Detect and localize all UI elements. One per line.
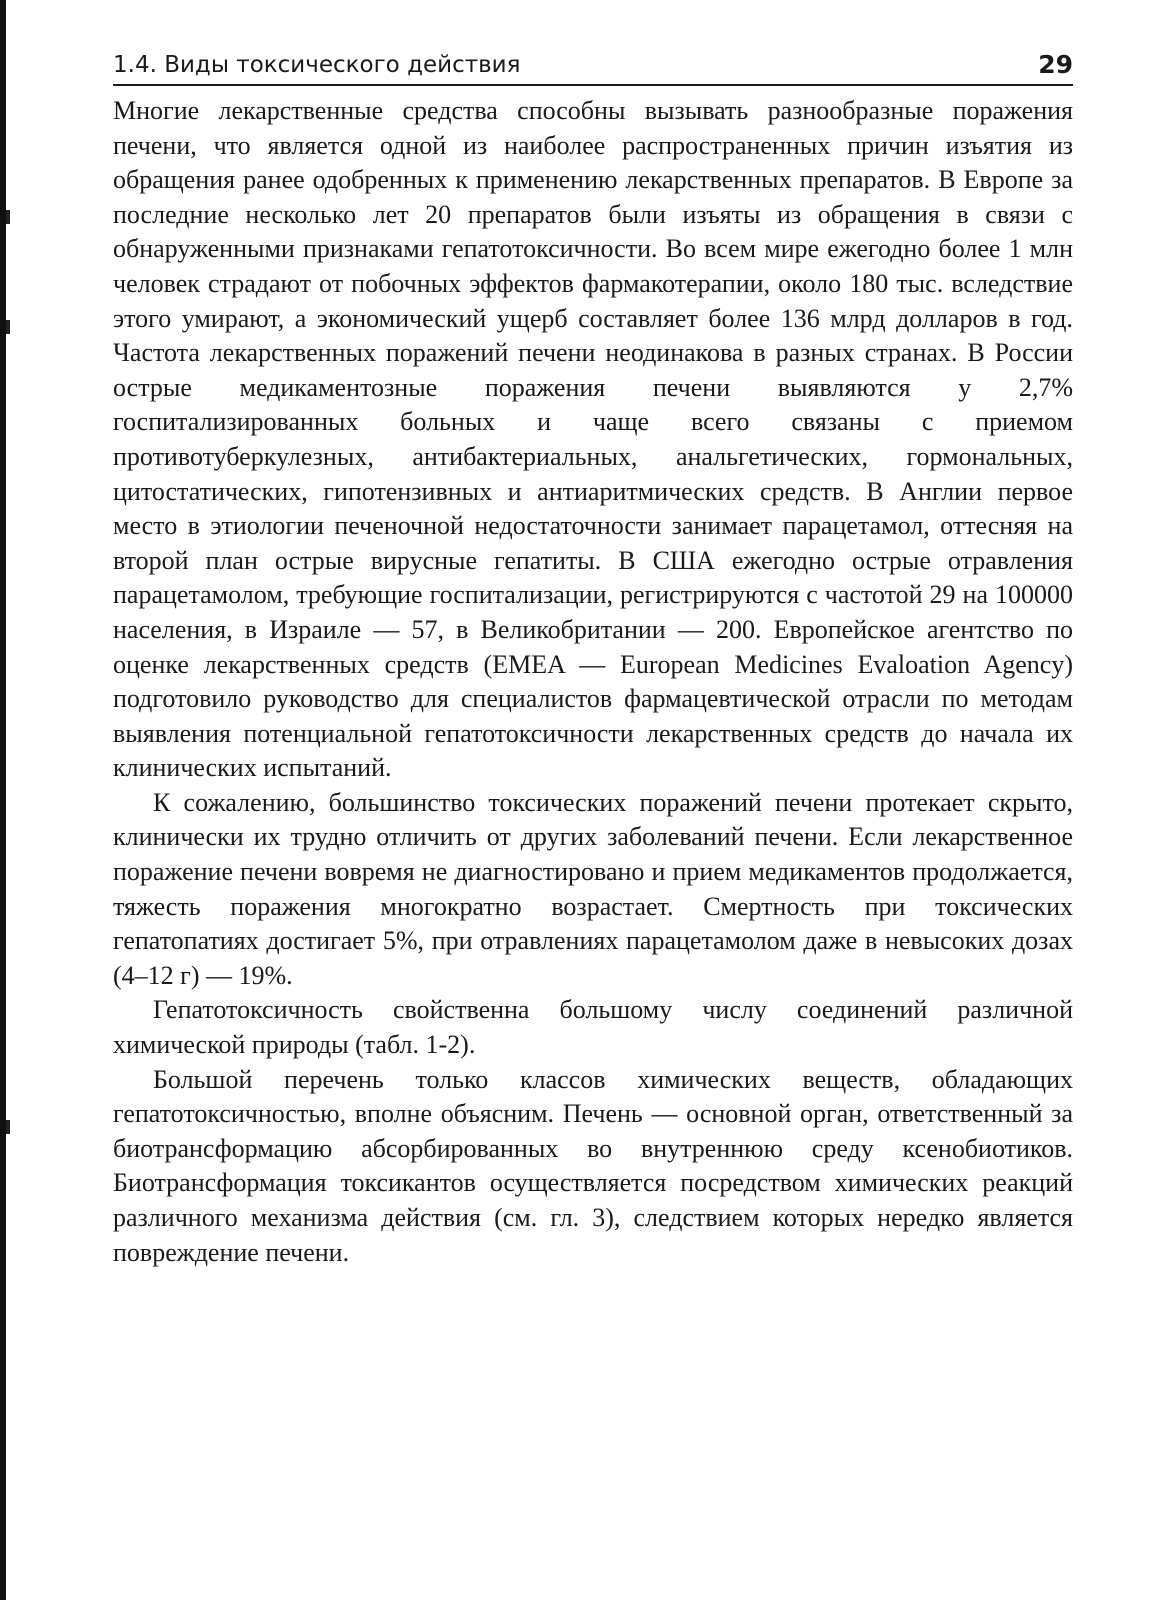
body-text (113, 94, 1073, 1270)
scan-edge (0, 0, 6, 1600)
paragraph: Гепатотоксичность свойственна большому числу соединений различной химической природы (табл. 1-2). (113, 995, 1073, 1060)
book-page (113, 50, 1073, 1270)
paragraph: К сожалению, большинство токсических поражений печени протекает скрыто, клинически их трудно отличить от других заболеваний печени. Если лекарственное поражение печени вовремя не диагностировано и прием медикаментов продолжается, тяжесть поражения многократно возрастает. Смертность при токсических гепатопатиях достигает 5%, при отравлениях парацетамолом даже в невысоких дозах (4–12 г) — 19%. (113, 787, 1073, 990)
section-title: 1.4. Виды токсического действия (113, 52, 521, 78)
page-number: 29 (1038, 50, 1073, 79)
scan-edge-mark (6, 1120, 10, 1134)
paragraph: Многие лекарственные средства способны вызывать разнообразные поражения печени, что является одной из наиболее распространенных причин изъятия из обращения ранее одобренных к применению лекарственных препаратов. В Европе за последние несколько лет 20 препаратов были изъяты из обращения в связи с обнаруженными признаками гепатотоксичности. Во всем мире ежегодно более 1 млн человек страдают от побочных эффектов фармакотерапии, около 180 тыс. вследствие этого умирают, а экономический ущерб составляет более 136 млрд долларов в год. Частота лекарственных поражений печени неодинакова в разных странах. В России острые медикаментозные поражения печени выявляются у 2,7% госпитализированных больных и чаще всего связаны с приемом противотуберкулезных, антибактериальных, анальгетических, гормональных, цитостатических, гипотензивных и антиаритмических средств. В Англии первое место в этиологии печеночной недостаточности занимает парацетамол, оттесняя на второй план острые вирусные гепатиты. В США ежегодно острые отравления парацетамолом, требующие госпитализации, регистрируются с частотой 29 на 100000 населения, в Израиле — 57, в Великобритании — 200. Европейское агентство по оценке лекарственных средств (EMEA — European Medicines Evaloation Agency) подготовило руководство для специалистов фармацевтической отрасли по методам выявления потенциальной гепатотоксичности лекарственных средств до начала их клинических испытаний. (113, 96, 1073, 783)
scan-edge-mark (6, 320, 10, 334)
running-head (113, 50, 1073, 86)
scan-edge-mark (6, 210, 10, 224)
paragraph: Большой перечень только классов химических веществ, обладающих гепатотоксичностью, вполне объясним. Печень — основной орган, ответственный за биотрансформацию абсорбированных во внутреннюю среду ксенобиотиков. Биотрансформация токсикантов осуществляется посредством химических реакций различного механизма действия (см. гл. 3), следствием которых нередко является повреждение печени. (113, 1064, 1073, 1267)
